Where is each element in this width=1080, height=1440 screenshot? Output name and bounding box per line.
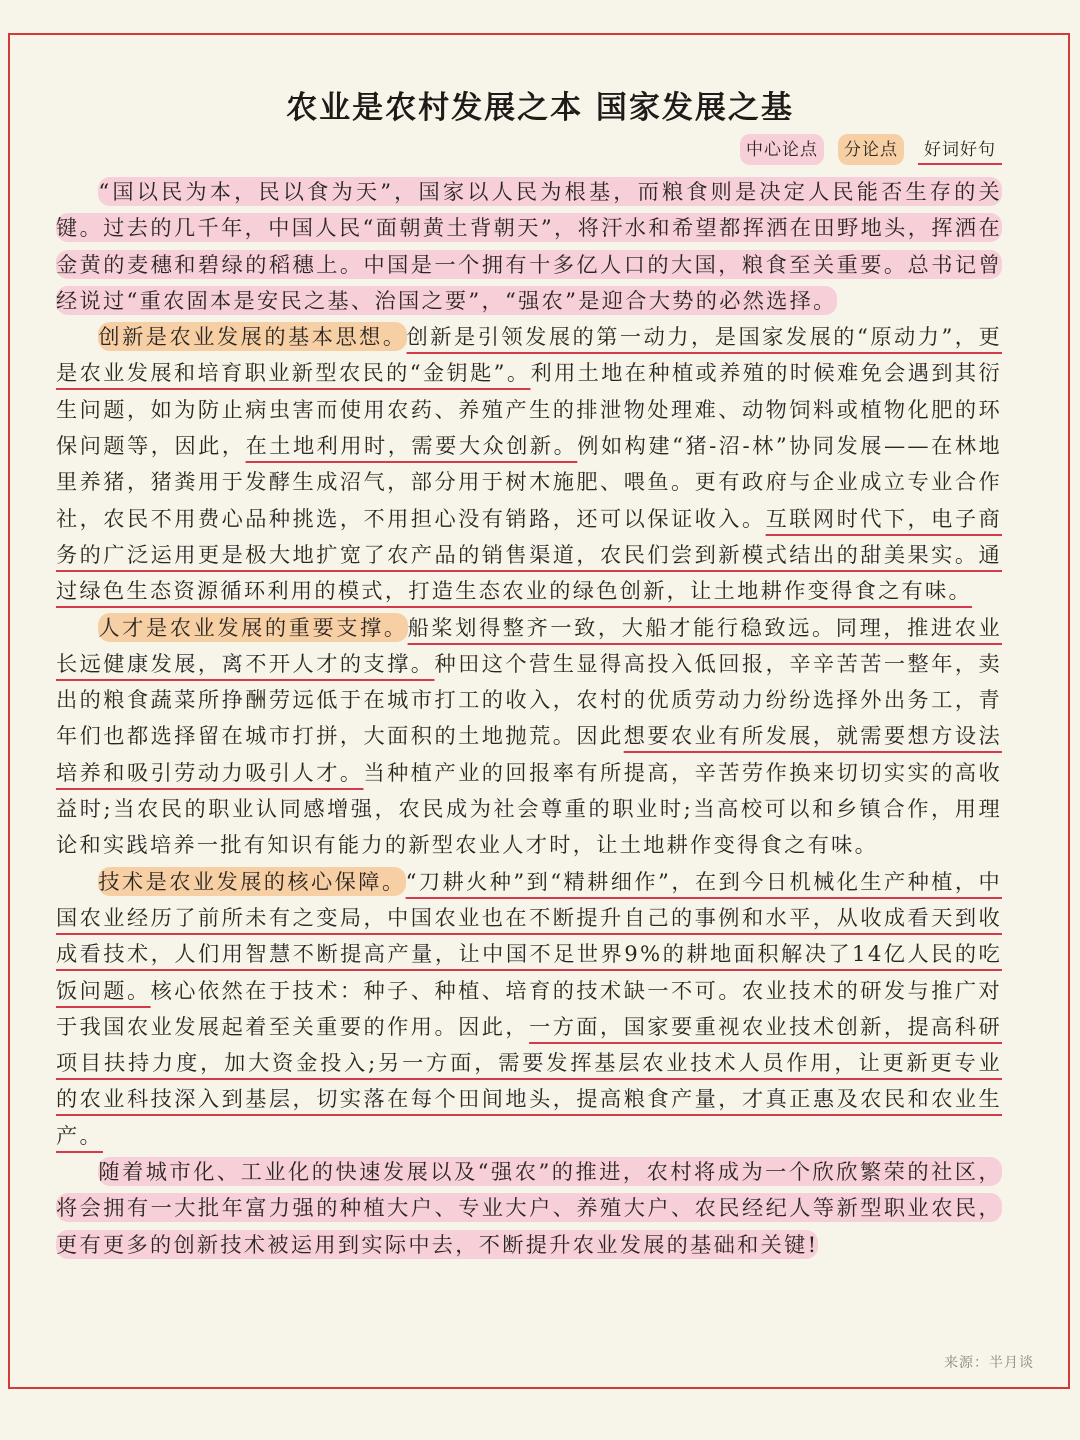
good-sentence: 想要农业有所发展，就需要想方设法培养和吸引劳动力吸引人才。 <box>56 723 1002 785</box>
paragraph-1 <box>56 174 1002 319</box>
essay-body <box>56 174 1002 1263</box>
paragraph-3 <box>56 610 1002 864</box>
body-text: 利用土地在种植或养殖的时候难免会遇到其衍生问题，如为防止病虫害而使用农药、养殖产生的排泄物处理难、动物饲料或植物化肥的环保问题等，因此， <box>56 360 1002 459</box>
body-text: 核心依然在于技术：种子、种植、培育的技术缺一不可。农业技术的研发与推广对于我国农业发展起着至关重要的作用。因此， <box>56 977 1002 1039</box>
sub-thesis-talent: 人才是农业发展的重要支撑。 <box>98 614 408 640</box>
paragraph-2 <box>56 319 1002 609</box>
good-sentence: “刀耕火种”到“精耕细作”，在到今日机械化生产种植，中国农业经历了前所未有之变局，中国农业也在不断提升自己的事例和水平，从收成看天到收成看技术，人们用智慧不断提高产量，让中国不足世界9%的耕地面积解决了14亿人民的吃饭问题。 <box>56 868 1002 1003</box>
good-sentence: 互联网时代下，电子商务的广泛运用更是极大地扩宽了农产品的销售渠道，农民们尝到新模式结出的甜美果实。通过绿色生态资源循环利用的模式，打造生态农业的绿色创新，让土地耕作变得食之有味。 <box>56 505 1002 604</box>
legend-sub-thesis: 分论点 <box>838 134 904 165</box>
body-text: 当种植产业的回报率有所提高，辛苦劳作换来切切实实的高收益时;当农民的职业认同感增强，农民成为社会尊重的职业时;当高校可以和乡镇合作，用理论和实践培养一批有知识有能力的新型农业人才时，让土地耕作变得食之有味。 <box>56 759 1002 858</box>
legend-good-words: 好词好句 <box>918 134 1002 165</box>
sub-thesis-innovation: 创新是农业发展的基本思想。 <box>98 324 407 350</box>
center-thesis-highlight: “国以民为本，民以食为天”，国家以人民为根基，而粮食则是决定人民能否生存的关键。过去的几千年，中国人民“面朝黄土背朝天”，将汗水和希望都挥洒在田野地头，挥洒在金黄的麦穗和碧绿的稻穗上。中国是一个拥有十多亿人口的大国，粮食至关重要。总书记曾经说过“重农固本是安民之基、治国之要”，“强农”是迎合大势的必然选择。 <box>56 179 1002 313</box>
body-text: 种田这个营生显得高投入低回报，辛辛苦苦一整年，卖出的粮食蔬菜所挣酬劳远低于在城市打工的收入，农村的优质劳动力纷纷选择外出务工，青年们也都选择留在城市打拼，大面积的土地抛荒。因此 <box>56 650 1002 749</box>
page-title: 农业是农村发展之本 国家发展之基 <box>286 90 794 126</box>
paragraph-4 <box>56 864 1002 1154</box>
center-thesis-highlight: 随着城市化、工业化的快速发展以及“强农”的推进，农村将成为一个欣欣繁荣的社区，将会拥有一大批年富力强的种植大户、专业大户、养殖大户、农民经纪人等新型职业农民，更有更多的创新技术被运用到实际中去，不断提升农业发展的基础和关键! <box>56 1159 1002 1257</box>
good-sentence: 创新是引领发展的第一动力，是国家发展的“原动力”，更是农业发展和培育职业新型农民的“金钥匙”。 <box>56 324 1003 386</box>
legend-center-thesis: 中心论点 <box>740 134 824 165</box>
source-credit: 来源：半月谈 <box>944 1355 1034 1371</box>
good-sentence: 船桨划得整齐一致，大船才能行稳致远。同理，推进农业长远健康发展，离不开人才的支撑。 <box>56 614 1002 676</box>
sub-thesis-technology: 技术是农业发展的核心保障。 <box>98 868 406 894</box>
legend <box>740 134 1002 165</box>
body-text: 例如构建“猪-沼-林”协同发展——在林地里养猪，猪粪用于发酵生成沼气，部分用于树木施肥、喂鱼。更有政府与企业成立专业合作社，农民不用费心品种挑选，不用担心没有销路，还可以保证收入。 <box>56 433 1003 531</box>
paragraph-5 <box>56 1154 1002 1263</box>
good-sentence: 在土地利用时，需要大众创新。 <box>245 433 578 459</box>
good-sentence: 一方面，国家要重视农业技术创新，提高科研项目扶持力度，加大资金投入;另一方面，需要发挥基层农业技术人员作用，让更新更专业的农业科技深入到基层，切实落在每个田间地头，提高粮食产量，才真正惠及农民和农业生产。 <box>56 1013 1002 1148</box>
